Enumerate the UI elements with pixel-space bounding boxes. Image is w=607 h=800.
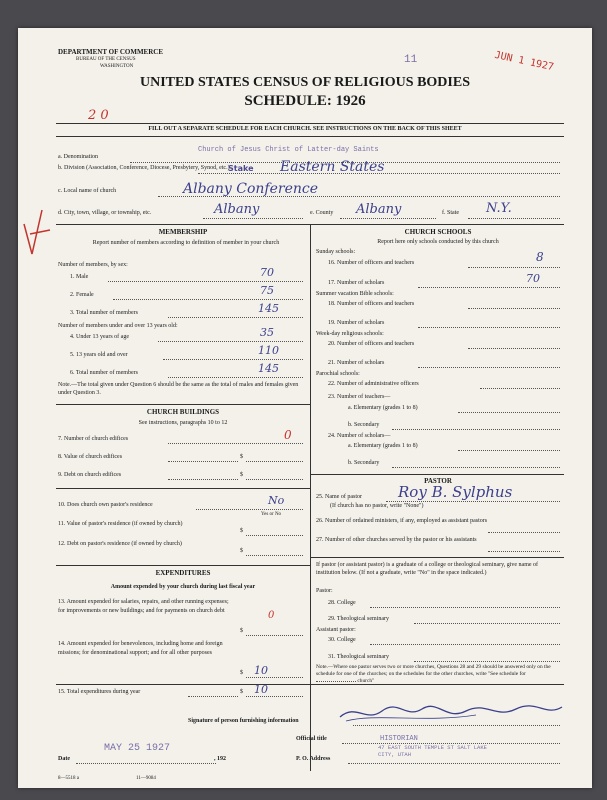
state-label: f. State bbox=[442, 210, 459, 216]
q23a-label: a. Elementary (grades 1 to 8) bbox=[348, 405, 418, 411]
form-title: UNITED STATES CENSUS OF RELIGIOUS BODIES bbox=[139, 75, 470, 90]
membership-intro: Report number of members according to definition of member in your church bbox=[92, 240, 280, 246]
department-label: DEPARTMENT OF COMMERCE bbox=[58, 48, 164, 56]
signature-label: Signature of person furnishing information bbox=[188, 718, 299, 724]
po-address-stamp: 47 EAST SOUTH TEMPLE ST SALT LAKE CITY, UTAH bbox=[378, 744, 487, 758]
q6-label: 6. Total number of members bbox=[70, 370, 138, 376]
red-margin-mark-icon bbox=[20, 204, 58, 260]
q14-value: 10 bbox=[254, 664, 268, 677]
q24-label: 24. Number of scholars— bbox=[328, 433, 391, 439]
q3-label: 3. Total number of members bbox=[70, 310, 138, 316]
local-name-label: c. Local name of church bbox=[58, 188, 117, 194]
q6-value: 145 bbox=[258, 362, 279, 375]
membership-title: MEMBERSHIP bbox=[158, 228, 208, 236]
q5-value: 110 bbox=[258, 344, 279, 357]
q27-label: 27. Number of other churches served by the pastor or his assistants bbox=[316, 537, 477, 543]
q13-dollar: $ bbox=[240, 628, 243, 634]
received-date-stamp: JUN 1 1927 bbox=[493, 49, 555, 74]
pastor-note bbox=[316, 664, 562, 685]
yes-no-caption: Yes or No bbox=[261, 512, 282, 517]
pastor-subheading: Pastor: bbox=[316, 588, 333, 594]
q21-label: 21. Number of scholars bbox=[328, 360, 385, 366]
buildings-sub: See instructions, paragraphs 10 to 12 bbox=[138, 420, 228, 426]
q7-value: 0 bbox=[284, 428, 292, 442]
q23b-label: b. Secondary bbox=[348, 422, 380, 428]
county-label: e. County bbox=[310, 210, 334, 216]
q24b-label: b. Secondary bbox=[348, 460, 380, 466]
q8-dollar: $ bbox=[240, 454, 243, 460]
q25-label: 25. Name of pastor bbox=[316, 494, 362, 500]
q8-label: 8. Value of church edifices bbox=[58, 454, 123, 460]
q30-label: 30. College bbox=[328, 637, 356, 643]
q11-dollar: $ bbox=[240, 528, 243, 534]
division-value: Eastern States bbox=[280, 159, 385, 175]
denomination-stamp: Church of Jesus Christ of Latter-day Saints bbox=[198, 146, 379, 154]
date-stamp: MAY 25 1927 bbox=[104, 743, 171, 754]
city-town-label: d. City, town, village, or township, etc. bbox=[58, 210, 152, 216]
handwritten-schedule-number: 2 0 bbox=[88, 108, 109, 123]
q3-value: 145 bbox=[258, 302, 279, 315]
graduate-note: If pastor (or assistant pastor) is a graduate of a college or theological seminary, give name of institution below. (If not a graduate, write "No" in the space indicated.) bbox=[316, 562, 539, 576]
q14-label: 14. Amount expended for benevolences, including home and foreign missions; for denominational support; and for all other purposes bbox=[58, 641, 223, 656]
local-name-value: Albany Conference bbox=[183, 181, 319, 197]
q4-label: 4. Under 13 years of age bbox=[70, 334, 129, 340]
expenditures-title: EXPENDITURES bbox=[155, 569, 211, 577]
q1-label: 1. Male bbox=[70, 274, 89, 280]
q10-label: 10. Does church own pastor's residence bbox=[58, 502, 153, 508]
city-label: WASHINGTON bbox=[100, 64, 134, 69]
official-title-stamp: HISTORIAN bbox=[380, 735, 418, 743]
q15-label: 15. Total expenditures during year bbox=[58, 689, 141, 695]
q13-value: 0 bbox=[268, 610, 275, 621]
q28-label: 28. College bbox=[328, 600, 356, 606]
members-by-sex-label: Number of members, by sex: bbox=[58, 262, 128, 268]
q24a-label: a. Elementary (grades 1 to 8) bbox=[348, 443, 418, 449]
q7-label: 7. Number of church edifices bbox=[58, 436, 129, 442]
q5-label: 5. 13 years old and over bbox=[70, 352, 128, 358]
print-number: 11—9084 bbox=[136, 776, 156, 781]
q20-label: 20. Number of officers and teachers bbox=[328, 341, 415, 347]
date-label: Date bbox=[58, 756, 70, 762]
pastor-note-text: Note.—Where one pastor serves two or more churches, Questions 28 and 29 should be answered only on the schedule for one of the churches; on the schedules for the other churches, write "See schedule for bbox=[316, 664, 551, 677]
q25-note: (If church has no pastor, write "None") bbox=[330, 503, 424, 509]
instruction-line: FILL OUT A SEPARATE SCHEDULE FOR EACH CHURCH. SEE INSTRUCTIONS ON THE BACK OF THIS SHEET bbox=[148, 126, 462, 132]
census-schedule-page bbox=[18, 28, 592, 788]
q9-dollar: $ bbox=[240, 472, 243, 478]
official-title-label: Official title bbox=[296, 736, 327, 742]
q13-label: 13. Amount expended for salaries, repairs, and other running expenses; for improvements or new buildings; and for payments on church debt bbox=[58, 599, 229, 614]
signature-scribble-icon bbox=[336, 699, 566, 727]
county-value: Albany bbox=[356, 202, 402, 217]
year-suffix: , 192 bbox=[214, 756, 226, 762]
schools-sub: Report here only schools conducted by this church bbox=[377, 239, 499, 245]
q4-value: 35 bbox=[260, 326, 274, 339]
membership-note: Note.—The total given under Question 6 should be the same as the total of males and females given under Question 3. bbox=[58, 382, 299, 396]
q17-value: 70 bbox=[526, 272, 540, 285]
q26-label: 26. Number of ordained ministers, if any, employed as assistant pastors bbox=[316, 518, 488, 524]
q11-label: 11. Value of pastor's residence (if owned by church) bbox=[58, 521, 183, 527]
q22-label: 22. Number of administrative officers bbox=[328, 381, 419, 387]
q18-label: 18. Number of officers and teachers bbox=[328, 301, 415, 307]
weekday-schools-label: Week-day religious schools: bbox=[316, 331, 384, 337]
parochial-schools-label: Parochial schools: bbox=[316, 371, 360, 377]
denomination-label: a. Denomination bbox=[58, 154, 98, 160]
q19-label: 19. Number of scholars bbox=[328, 320, 385, 326]
summer-schools-label: Summer vacation Bible schools: bbox=[316, 291, 394, 297]
pastor-note-end: church" bbox=[357, 678, 375, 684]
state-value: N.Y. bbox=[486, 201, 512, 216]
schedule-title: SCHEDULE: 1926 bbox=[244, 93, 366, 109]
q2-value: 75 bbox=[260, 284, 274, 297]
division-stamp: Stake bbox=[228, 164, 254, 173]
assistant-pastor-subheading: Assistant pastor: bbox=[316, 627, 356, 633]
q25-value: Roy B. Sylphus bbox=[398, 483, 513, 501]
buildings-title: CHURCH BUILDINGS bbox=[146, 408, 220, 416]
q10-value: No bbox=[268, 494, 285, 507]
pastor-title: PASTOR bbox=[424, 477, 452, 485]
q15-dollar: $ bbox=[240, 689, 243, 695]
q31-label: 31. Theological seminary bbox=[328, 654, 390, 660]
form-number: 8—5518 a bbox=[58, 776, 79, 781]
expenditures-sub: Amount expended by your church during last fiscal year bbox=[110, 584, 256, 590]
q9-label: 9. Debt on church edifices bbox=[58, 472, 122, 478]
sunday-schools-label: Sunday schools: bbox=[316, 249, 356, 255]
q23-label: 23. Number of teachers— bbox=[328, 394, 391, 400]
q17-label: 17. Number of scholars bbox=[328, 280, 385, 286]
q15-value: 10 bbox=[254, 683, 268, 696]
q16-label: 16. Number of officers and teachers bbox=[328, 260, 415, 266]
q14-dollar: $ bbox=[240, 670, 243, 676]
q1-value: 70 bbox=[260, 266, 274, 279]
po-address-label: P. O. Address bbox=[296, 756, 331, 762]
members-by-age-label: Number of members under and over 13 years old: bbox=[58, 323, 178, 329]
bureau-label: BUREAU OF THE CENSUS bbox=[76, 57, 136, 62]
q12-label: 12. Debt on pastor's residence (if owned by church) bbox=[58, 541, 182, 547]
q2-label: 2. Female bbox=[70, 292, 94, 298]
schools-title: CHURCH SCHOOLS bbox=[404, 228, 472, 236]
division-label: b. Division (Association, Conference, Diocese, Presbytery, Synod, etc.) bbox=[58, 165, 230, 171]
city-value: Albany bbox=[214, 202, 260, 217]
q16-value: 8 bbox=[536, 250, 544, 264]
q12-dollar: $ bbox=[240, 548, 243, 554]
q29-label: 29. Theological seminary bbox=[328, 616, 390, 622]
receipt-number-stamp: 11 bbox=[404, 54, 418, 66]
